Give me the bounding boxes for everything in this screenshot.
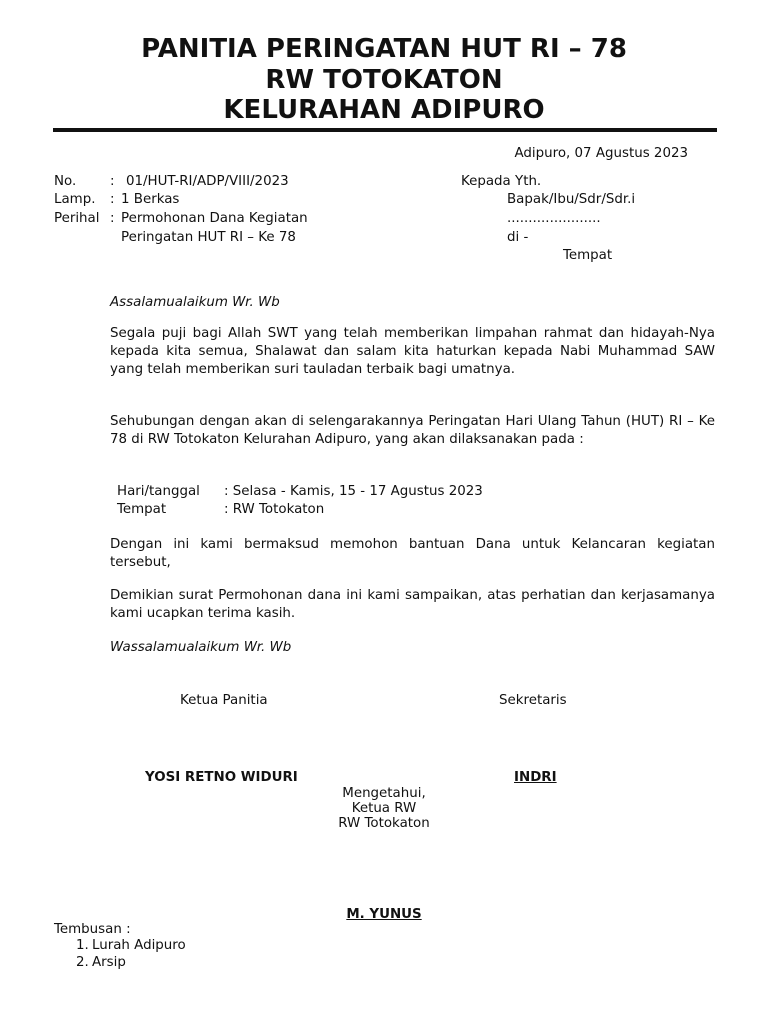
center-signatory-line-2: Ketua RW — [351, 801, 417, 816]
lamp-separator: : — [110, 192, 115, 207]
lamp-label: Lamp. — [54, 192, 96, 207]
detail-date-value: : Selasa - Kamis, 15 - 17 Agustus 2023 — [224, 484, 483, 499]
perihal-value-1: Permohonan Dana Kegiatan — [121, 211, 308, 226]
closing: Wassalamualaikum Wr. Wb — [110, 640, 292, 655]
recipient-line-4: di - — [507, 230, 529, 245]
letter-date: Adipuro, 07 Agustus 2023 — [514, 146, 688, 161]
header-line-3: KELURAHAN ADIPURO — [223, 95, 545, 125]
center-signatory-name: M. YUNUS — [346, 907, 422, 922]
recipient-line-2: Bapak/Ibu/Sdr/Sdr.i — [507, 192, 636, 207]
recipient-line-1: Kepada Yth. — [461, 174, 542, 189]
recipient-line-3: ...................... — [507, 211, 601, 226]
perihal-separator: : — [110, 211, 115, 226]
detail-place-label: Tempat — [117, 502, 167, 517]
no-value: 01/HUT-RI/ADP/VIII/2023 — [126, 174, 289, 189]
center-signatory-line-3: RW Totokaton — [338, 816, 430, 831]
detail-date-label: Hari/tanggal — [117, 484, 200, 499]
cc-item-1: Lurah Adipuro — [92, 938, 186, 953]
cc-title: Tembusan : — [54, 922, 131, 937]
cc-item-number-1: 1. — [76, 938, 89, 953]
recipient-line-5: Tempat — [563, 248, 613, 263]
header-divider — [53, 128, 717, 132]
no-separator: : — [110, 174, 115, 189]
greeting: Assalamualaikum Wr. Wb — [110, 295, 280, 310]
right-signatory-title: Sekretaris — [499, 693, 567, 708]
perihal-value-2: Peringatan HUT RI – Ke 78 — [121, 230, 296, 245]
left-signatory-name: YOSI RETNO WIDURI — [145, 770, 298, 785]
lamp-value: 1 Berkas — [121, 192, 180, 207]
detail-place-value: : RW Totokaton — [224, 502, 325, 517]
header-line-1: PANITIA PERINGATAN HUT RI – 78 — [141, 34, 627, 64]
cc-item-2: Arsip — [92, 955, 126, 970]
perihal-label: Perihal — [54, 211, 100, 226]
center-signatory-line-1: Mengetahui, — [342, 786, 426, 801]
paragraph-4: Demikian surat Permohonan dana ini kami sampaikan, atas perhatian dan kerjasamanya kami ucapkan terima kasih. — [110, 588, 715, 621]
header-line-2: RW TOTOKATON — [265, 65, 503, 95]
no-label: No. — [54, 174, 77, 189]
paragraph-2: Sehubungan dengan akan di selengarakannya Peringatan Hari Ulang Tahun (HUT) RI – Ke 78 di RW Totokaton Kelurahan Adipuro, yang akan dilaksanakan pada : — [110, 414, 715, 447]
right-signatory-name: INDRI — [514, 770, 557, 785]
paragraph-1: Segala puji bagi Allah SWT yang telah memberikan limpahan rahmat dan hidayah-Nya kepada kita semua, Shalawat dan salam kita haturkan kepada Nabi Muhammad SAW yang telah memberikan suri tauladan terbaik bagi umatnya. — [110, 326, 715, 377]
left-signatory-title: Ketua Panitia — [180, 693, 268, 708]
cc-item-number-2: 2. — [76, 955, 89, 970]
paragraph-3: Dengan ini kami bermaksud memohon bantuan Dana untuk Kelancaran kegiatan tersebut, — [110, 537, 715, 570]
